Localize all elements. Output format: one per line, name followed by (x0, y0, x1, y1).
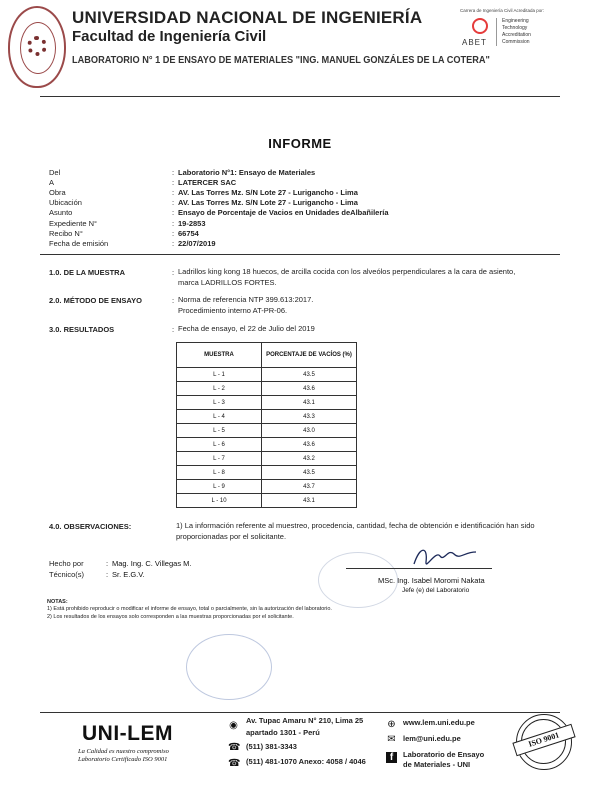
document-title: INFORME (268, 136, 332, 151)
footer-web[interactable]: www.lem.uni.edu.pe (403, 718, 475, 727)
abet-caption: Carrera de Ingeniería Civil Acreditada por: (460, 8, 545, 13)
table-row: L - 10 43.1 (177, 494, 357, 508)
meta-label-recibo: Recibo N° (49, 229, 83, 238)
meta-label-fecha: Fecha de emisión (49, 239, 109, 248)
meta-value-obra: AV. Las Torres Mz. S/N Lote 27 - Lurigancho - Lima (178, 188, 358, 197)
footer-slogan: La Calidad es nuestro compromiso Laboratorio Certificado ISO 9001 (78, 748, 169, 763)
meta-value-a: LATERCER SAC (178, 178, 237, 187)
meta-value-recibo: 66754 (178, 229, 199, 238)
section-metodo-line1: Norma de referencia NTP 399.613:2017. (178, 295, 314, 304)
header-divider (40, 96, 560, 97)
footer-facebook-2: de Materiales - UNI (403, 760, 471, 769)
tecnico-label: Técnico(s) (49, 570, 85, 579)
abet-divider (496, 18, 497, 46)
abet-logo-icon (472, 18, 488, 34)
meta-value-expediente: 19-2853 (178, 219, 206, 228)
table-row: L - 1 43.5 (177, 368, 357, 382)
footer-facebook-1: Laboratorio de Ensayo (403, 750, 485, 759)
results-table (176, 342, 357, 508)
gear-icon (27, 36, 47, 56)
phone-icon: ☎ (228, 742, 241, 753)
table-header-row (177, 343, 357, 368)
meta-label-obra: Obra (49, 188, 66, 197)
faculty-name: Facultad de Ingeniería Civil (72, 28, 267, 45)
faded-stamp (186, 634, 272, 700)
footer-address-2: apartado 1301 - Perú (246, 728, 320, 737)
hecho-label: Hecho por (49, 559, 84, 568)
meta-label-ubicacion: Ubicación (49, 198, 82, 207)
iso-label: ISO 9001 (512, 724, 575, 756)
signer-role: Jefe (e) del Laboratorio (402, 587, 470, 594)
table-row: L - 6 43.6 (177, 438, 357, 452)
notas-item-2: 2) Los resultados de los ensayos solo corresponden a las muestras proporcionadas por el solicitante. (47, 614, 294, 620)
abet-commission: Engineering Technology Accreditation Commission (502, 18, 531, 45)
section-resultados-text: Fecha de ensayo, el 22 de Julio del 2019 (178, 324, 315, 333)
meta-value-asunto: Ensayo de Porcentaje de Vacios en Unidades deAlbañilería (178, 208, 389, 217)
meta-value-del: Laboratorio N°1: Ensayo de Materiales (178, 168, 316, 177)
section-metodo-heading: 2.0. MÉTODO DE ENSAYO (49, 296, 142, 305)
notas-item-1: 1) Está prohibido reproducir o modificar el informe de ensayo, total o parcialmente, sin la autorización del laboratorio. (47, 606, 332, 612)
meta-value-fecha: 22/07/2019 (178, 239, 216, 248)
meta-value-ubicacion: AV. Las Torres Mz. S/N Lote 27 - Lurigancho - Lima (178, 198, 358, 207)
footer-email[interactable]: lem@uni.edu.pe (403, 734, 461, 743)
hecho-value: Mag. Ing. C. Villegas M. (112, 559, 192, 568)
signature-line (346, 568, 492, 569)
laboratory-name: LABORATORIO N° 1 DE ENSAYO DE MATERIALES "ING. MANUEL GONZÁLES DE LA COTERA" (72, 55, 490, 66)
section-muestra-heading: 1.0. DE LA MUESTRA (49, 268, 125, 277)
signer-name: MSc. Ing. Isabel Moromi Nakata (378, 576, 485, 585)
table-row: L - 3 43.1 (177, 396, 357, 410)
table-row: L - 7 43.2 (177, 452, 357, 466)
table-row: L - 5 43.0 (177, 424, 357, 438)
globe-icon: ⊕ (387, 719, 396, 730)
footer-divider (40, 712, 560, 713)
phone-icon: ☎ (228, 758, 241, 769)
meta-label-a: A (49, 178, 55, 187)
footer-phone-1: (511) 381-3343 (246, 742, 297, 751)
email-icon: ✉ (387, 734, 396, 745)
meta-label-del: Del (49, 168, 61, 177)
table-row: L - 8 43.5 (177, 466, 357, 480)
meta-label-asunto: Asunto (49, 208, 73, 217)
meta-label-expediente: Expediente N° (49, 219, 98, 228)
table-row: L - 2 43.6 (177, 382, 357, 396)
meta-divider (40, 254, 560, 255)
section-muestra-text: Ladrillos king kong 18 huecos, de arcilla cocida con los alveólos perpendiculares a la cara de asiento, marca LADRILLOS FORTES. (178, 267, 516, 287)
university-name: UNIVERSIDAD NACIONAL DE INGENIERÍA (72, 8, 423, 27)
facebook-icon: f (386, 752, 397, 763)
table-row: L - 4 43.3 (177, 410, 357, 424)
location-icon: ◉ (229, 720, 238, 731)
section-observaciones-text: 1) La información referente al muestreo, procedencia, cantidad, fecha de obtención e identificación han sido proporcionadas por el solicitante. (176, 521, 535, 541)
section-observaciones-heading: 4.0. OBSERVACIONES: (49, 522, 132, 531)
footer-phone-2: (511) 481-1070 Anexo: 4058 / 4046 (246, 757, 366, 766)
abet-label: ABET (462, 38, 487, 47)
table-row: L - 9 43.7 (177, 480, 357, 494)
tecnico-value: Sr. E.G.V. (112, 570, 145, 579)
footer-address-1: Av. Tupac Amaru N° 210, Lima 25 (246, 716, 364, 725)
table-header-muestra: MUESTRA (177, 343, 262, 368)
table-header-porcentaje: PORCENTAJE DE VACÍOS (%) (262, 343, 357, 368)
iso-certification-seal (516, 714, 572, 770)
section-metodo-line2: Procedimiento interno AT-PR-06. (178, 306, 288, 315)
section-resultados-heading: 3.0. RESULTADOS (49, 325, 115, 334)
notas-title: NOTAS: (47, 599, 68, 605)
university-seal (8, 6, 66, 88)
footer-brand: UNI-LEM (82, 722, 173, 745)
